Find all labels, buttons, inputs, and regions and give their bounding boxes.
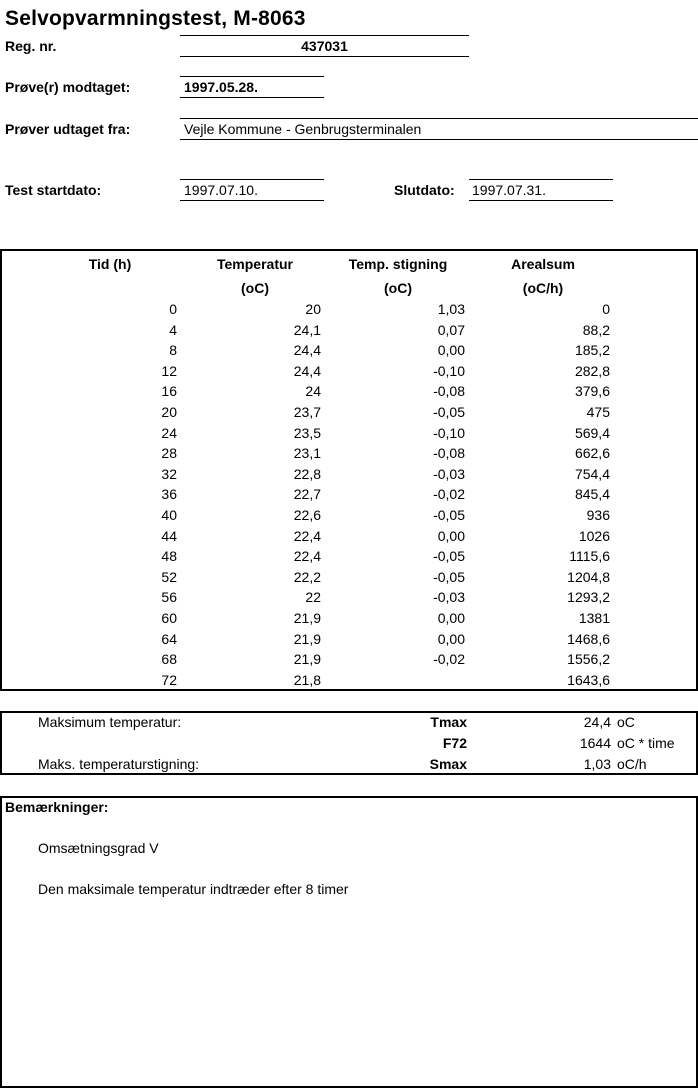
title-underline — [180, 35, 469, 36]
cell-time: 56 — [161, 589, 177, 606]
f72-value: 1644 — [579, 735, 611, 751]
tmax-unit: oC — [617, 714, 635, 730]
f72-unit: oC * time — [617, 735, 675, 751]
cell-temperature: 22,7 — [293, 486, 321, 503]
cell-temp-rise: 0,00 — [437, 527, 465, 544]
cell-temp-rise: -0,08 — [433, 383, 465, 400]
cell-temp-rise: -0,05 — [433, 568, 465, 585]
remarks-line-2: Den maksimale temperatur indtræder efter 8 timer — [38, 881, 349, 897]
data-table — [0, 249, 698, 691]
cell-time: 48 — [161, 548, 177, 565]
cell-temp-rise: -0,05 — [433, 507, 465, 523]
cell-time: 12 — [161, 362, 177, 379]
col-header-area-sum: Arealsum — [511, 256, 575, 272]
end-value: 1997.07.31. — [472, 182, 546, 198]
summary-box — [0, 711, 698, 775]
cell-temperature: 20 — [305, 301, 321, 317]
cell-area-sum: 936 — [586, 507, 610, 523]
end-label: Slutdato: — [394, 182, 455, 198]
cell-temperature: 22,6 — [293, 507, 321, 523]
cell-time: 32 — [161, 465, 177, 482]
cell-time: 20 — [161, 404, 177, 420]
cell-temp-rise: 0,00 — [437, 610, 465, 626]
cell-area-sum: 88,2 — [582, 321, 610, 338]
cell-temperature: 21,8 — [293, 671, 321, 688]
cell-time: 16 — [161, 383, 177, 400]
cell-temperature: 24,4 — [293, 342, 321, 359]
cell-area-sum: 1556,2 — [567, 651, 610, 668]
tmax-key: Tmax — [430, 714, 467, 730]
cell-temp-rise: 0,00 — [437, 342, 465, 359]
cell-area-sum: 845,4 — [574, 486, 610, 503]
cell-temperature: 22,4 — [293, 548, 321, 565]
cell-time: 72 — [161, 671, 177, 688]
remarks-line-1: Omsætningsgrad V — [38, 840, 159, 856]
cell-area-sum: 569,4 — [574, 424, 610, 441]
cell-time: 8 — [169, 342, 177, 359]
max-temp-label: Maksimum temperatur: — [38, 714, 182, 730]
cell-time: 24 — [161, 424, 177, 441]
cell-area-sum: 662,6 — [574, 445, 610, 462]
source-label: Prøver udtaget fra: — [5, 121, 131, 137]
cell-temperature: 22,4 — [293, 527, 321, 544]
cell-time: 52 — [161, 568, 177, 585]
cell-temperature: 22,8 — [293, 465, 321, 482]
reg-label: Reg. nr. — [5, 38, 57, 54]
reg-value: 437031 — [301, 38, 348, 54]
cell-temperature: 23,7 — [293, 404, 321, 420]
source-underline — [180, 139, 698, 140]
page-title: Selvopvarmningstest, M-8063 — [5, 7, 306, 30]
cell-area-sum: 1643,6 — [567, 671, 610, 688]
f72-key: F72 — [442, 735, 467, 751]
cell-temp-rise: -0,10 — [433, 424, 465, 441]
cell-time: 4 — [169, 321, 177, 338]
cell-temperature: 24,1 — [293, 321, 321, 338]
remarks-box — [0, 796, 698, 1088]
start-underline — [180, 200, 324, 201]
cell-temp-rise: -0,03 — [433, 589, 465, 606]
col-header-temperature: Temperatur — [217, 256, 293, 272]
cell-area-sum: 379,6 — [574, 383, 610, 400]
source-overline — [180, 118, 698, 119]
cell-area-sum: 1026 — [578, 527, 610, 544]
col-header-time: Tid (h) — [88, 256, 132, 272]
cell-area-sum: 1115,6 — [569, 548, 610, 565]
start-overline — [180, 179, 324, 180]
end-overline — [469, 179, 613, 180]
cell-temperature: 22,2 — [293, 568, 321, 585]
start-value: 1997.07.10. — [184, 182, 258, 198]
cell-temperature: 22 — [305, 589, 321, 606]
reg-underline — [180, 56, 469, 57]
cell-area-sum: 0 — [602, 301, 610, 317]
cell-area-sum: 185,2 — [574, 342, 610, 359]
cell-area-sum: 1468,6 — [567, 630, 610, 647]
smax-key: Smax — [429, 756, 467, 772]
cell-temp-rise: -0,10 — [433, 362, 465, 379]
cell-area-sum: 1204,8 — [567, 568, 610, 585]
cell-temp-rise: 0,07 — [437, 321, 465, 338]
cell-temperature: 21,9 — [293, 630, 321, 647]
cell-time: 64 — [161, 630, 177, 647]
col-header-temp-rise-unit: (oC) — [384, 280, 412, 296]
cell-temp-rise: -0,02 — [433, 651, 465, 668]
col-header-area-sum-unit: (oC/h) — [522, 280, 564, 296]
cell-temperature: 23,1 — [293, 445, 321, 462]
received-overline — [180, 76, 324, 77]
cell-time: 68 — [161, 651, 177, 668]
cell-temperature: 21,9 — [293, 610, 321, 626]
smax-unit: oC/h — [617, 756, 647, 772]
cell-temperature: 21,9 — [293, 651, 321, 668]
col-header-temperature-unit: (oC) — [241, 280, 269, 296]
col-header-temp-rise: Temp. stigning — [348, 256, 448, 272]
cell-area-sum: 282,8 — [574, 362, 610, 379]
cell-time: 0 — [169, 301, 177, 317]
received-underline — [180, 97, 324, 98]
cell-temp-rise — [345, 670, 465, 690]
cell-temp-rise: -0,02 — [433, 486, 465, 503]
cell-temp-rise: 0,00 — [437, 630, 465, 647]
source-value: Vejle Kommune - Genbrugsterminalen — [184, 121, 422, 137]
received-label: Prøve(r) modtaget: — [5, 79, 131, 95]
max-rise-label: Maks. temperaturstigning: — [38, 756, 200, 772]
cell-temperature: 24 — [305, 383, 321, 400]
cell-area-sum: 754,4 — [574, 465, 610, 482]
cell-area-sum: 1381 — [578, 610, 610, 626]
cell-temperature: 24,4 — [293, 362, 321, 379]
cell-temp-rise: 1,03 — [437, 301, 465, 317]
remarks-heading: Bemærkninger: — [5, 799, 109, 815]
cell-temperature: 23,5 — [293, 424, 321, 441]
smax-value: 1,03 — [583, 756, 611, 772]
cell-area-sum: 1293,2 — [567, 589, 610, 606]
cell-time: 40 — [161, 507, 177, 523]
received-value: 1997.05.28. — [184, 79, 258, 95]
cell-time: 44 — [161, 527, 177, 544]
cell-time: 36 — [161, 486, 177, 503]
cell-time: 28 — [161, 445, 177, 462]
cell-temp-rise: -0,05 — [433, 404, 465, 420]
cell-temp-rise: -0,05 — [433, 548, 465, 565]
cell-time: 60 — [161, 610, 177, 626]
start-label: Test startdato: — [5, 182, 102, 198]
tmax-value: 24,4 — [583, 714, 611, 730]
cell-area-sum: 475 — [586, 404, 610, 420]
cell-temp-rise: -0,03 — [433, 465, 465, 482]
cell-temp-rise: -0,08 — [433, 445, 465, 462]
end-underline — [469, 200, 613, 201]
